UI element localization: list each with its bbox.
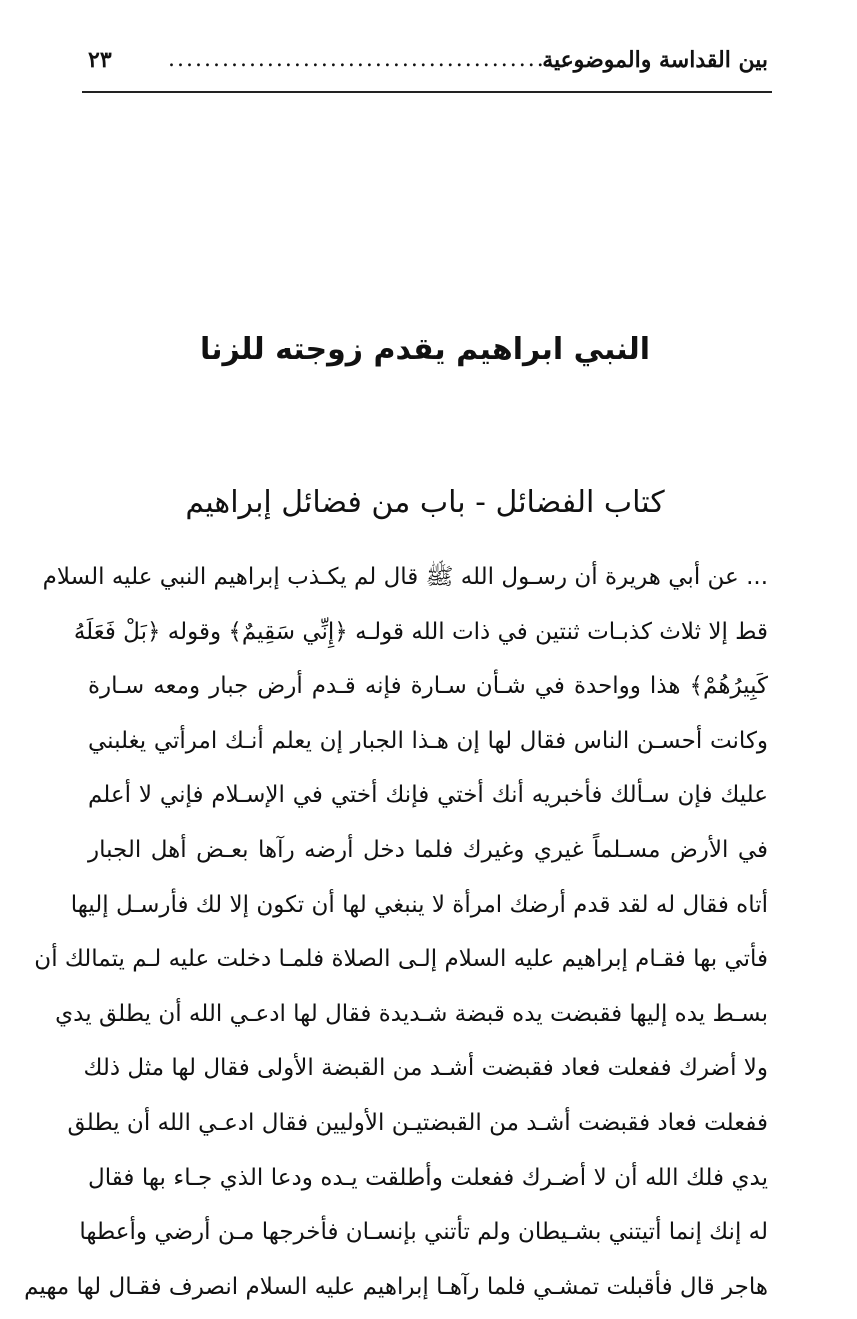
text-line: قط إلا ثلاث كذبـات ثنتين في ذات الله قولـه ﴿إِنِّي سَقِيمٌ﴾ وقوله ﴿بَلْ فَعَلَهُ <box>73 618 768 645</box>
text-line: بسـط يده إليها فقبضت يده قبضة شـديدة فقال لها ادعـي الله أن يطلق يدي <box>55 1000 768 1027</box>
text-line: في الأرض مسـلماً غيري وغيرك فلما دخل أرضه رآها بعـض أهل الجبار <box>88 836 768 863</box>
text-line: كَبِيرُهُمْ﴾ هذا وواحدة في شـأن سـارة فإنه قـدم أرض جبار ومعه سـارة <box>88 673 768 700</box>
running-title: بين القداسة والموضوعية <box>542 47 768 73</box>
text-line: وكانت أحسـن الناس فقال لها إن هـذا الجبار إن يعلم أنـك امرأتي يغلبني <box>88 727 768 754</box>
text-line: فأتي بها فقـام إبراهيم عليه السلام إلـى الصلاة فلمـا دخلت عليه لـم يتمالك أن <box>34 946 768 973</box>
running-header <box>88 40 770 80</box>
text-line: أتاه فقال له لقد قدم أرضك امرأة لا ينبغي لها أن تكون إلا لك فأرسـل إليها <box>70 891 768 918</box>
text-line: ففعلت فعاد فقبضت أشـد من القبضتيـن الأوليين فقال ادعـي الله أن يطلق <box>67 1109 768 1136</box>
section-title: كتاب الفضائل - باب من فضائل إبراهيم <box>185 485 665 520</box>
text-line: عليك فإن سـألك فأخبريه أنك أختي فإنك أختي في الإسـلام فإني لا أعلم <box>88 782 768 809</box>
body-text <box>24 550 768 1314</box>
text-line: ولا أضرك ففعلت فعاد فقبضت أشـد من القبضة الأولى فقال لها مثل ذلك <box>83 1055 768 1082</box>
dot-leader: .............................................. <box>168 47 582 72</box>
header-rule <box>82 91 772 93</box>
text-line: ... عن أبي هريرة أن رسـول الله ﷺ قال لم يكـذب إبراهيم النبي عليه السلام <box>42 564 768 590</box>
text-line: هاجر قال فأقبلت تمشـي فلما رآهـا إبراهيم عليه السلام انصرف فقـال لها مهيم <box>24 1273 768 1300</box>
text-line: يدي فلك الله أن لا أضـرك ففعلت وأطلقت يـده ودعا الذي جـاء بها فقال <box>88 1164 768 1191</box>
page-number: ٢٣ <box>88 47 112 73</box>
text-line: له إنك إنما أتيتني بشـيطان ولم تأتني بإنسـان فأخرجها مـن أرضي وأعطها <box>79 1219 768 1246</box>
chapter-title: النبي ابراهيم يقدم زوجته للزنا <box>199 332 651 367</box>
